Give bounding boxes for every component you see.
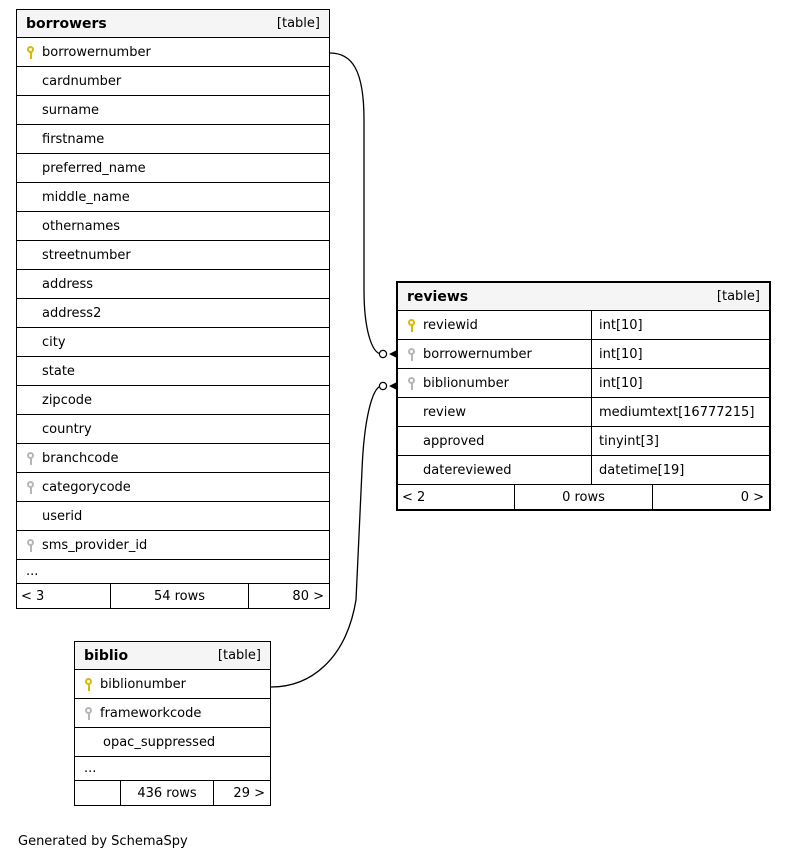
row-count: 0 rows — [514, 485, 653, 509]
column-name: preferred_name — [42, 160, 146, 176]
column-name: borrowernumber — [42, 44, 151, 60]
table-row[interactable] — [17, 212, 329, 241]
foreign-key-icon — [26, 452, 42, 465]
table-biblio[interactable] — [74, 641, 271, 806]
next-tables-link[interactable]: 0 > — [740, 489, 764, 505]
column-name: address2 — [42, 305, 102, 321]
more-columns-indicator: ... — [75, 757, 270, 781]
table-row[interactable] — [17, 125, 329, 154]
table-row[interactable] — [17, 357, 329, 386]
table-row[interactable] — [17, 154, 329, 183]
table-biblio-footer — [75, 781, 270, 805]
table-row[interactable] — [17, 67, 329, 96]
table-borrowers-name: borrowers — [26, 15, 107, 32]
table-reviews-tag: [table] — [716, 289, 760, 304]
table-biblio-header — [75, 642, 270, 670]
row-count: 436 rows — [120, 781, 214, 805]
table-borrowers[interactable] — [16, 9, 330, 609]
column-name: zipcode — [42, 392, 93, 408]
table-row[interactable] — [75, 670, 270, 699]
table-borrowers-footer — [17, 584, 329, 608]
table-row[interactable] — [75, 728, 270, 757]
table-row[interactable] — [17, 415, 329, 444]
foreign-key-icon — [26, 539, 42, 552]
table-row[interactable] — [398, 340, 769, 369]
primary-key-icon — [407, 319, 423, 332]
primary-key-icon — [26, 46, 42, 59]
table-reviews[interactable] — [396, 281, 771, 511]
row-count: 54 rows — [110, 584, 249, 608]
column-name: firstname — [42, 131, 105, 147]
column-name: borrowernumber — [423, 346, 532, 362]
column-name: cardnumber — [42, 73, 122, 89]
column-name: othernames — [42, 218, 121, 234]
table-row[interactable] — [17, 531, 329, 560]
table-reviews-footer — [398, 485, 769, 509]
table-row[interactable] — [17, 241, 329, 270]
prev-tables-link[interactable]: < 3 — [21, 588, 45, 604]
column-name: city — [42, 334, 66, 350]
next-tables-link[interactable]: 80 > — [292, 588, 324, 604]
column-name: frameworkcode — [100, 705, 202, 721]
table-row[interactable] — [17, 299, 329, 328]
column-name: biblionumber — [423, 375, 510, 391]
foreign-key-icon — [407, 348, 423, 361]
primary-key-icon — [84, 678, 100, 691]
prev-tables-link[interactable] — [75, 781, 120, 805]
table-row[interactable] — [17, 473, 329, 502]
column-name: categorycode — [42, 479, 131, 495]
column-name: streetnumber — [42, 247, 131, 263]
column-name: biblionumber — [100, 676, 187, 692]
table-row[interactable] — [17, 96, 329, 125]
column-name: opac_suppressed — [103, 734, 216, 750]
column-name: datereviewed — [423, 462, 512, 478]
column-type: datetime[19] — [591, 456, 769, 484]
column-name: reviewid — [423, 317, 478, 333]
foreign-key-icon — [84, 707, 100, 720]
column-type: int[10] — [591, 369, 769, 397]
column-name: middle_name — [42, 189, 130, 205]
table-row[interactable] — [17, 38, 329, 67]
more-columns-indicator: ... — [17, 560, 329, 584]
table-row[interactable] — [17, 328, 329, 357]
column-name: country — [42, 421, 92, 437]
column-name: review — [423, 404, 466, 420]
column-name: state — [42, 363, 75, 379]
column-name: approved — [423, 433, 485, 449]
column-name: sms_provider_id — [42, 537, 148, 553]
table-row[interactable] — [398, 398, 769, 427]
table-borrowers-header — [17, 10, 329, 38]
table-row[interactable] — [75, 699, 270, 728]
column-type: tinyint[3] — [591, 427, 769, 455]
table-row[interactable] — [17, 502, 329, 531]
table-reviews-header — [398, 283, 769, 311]
column-name: branchcode — [42, 450, 119, 466]
foreign-key-icon — [407, 377, 423, 390]
table-row[interactable] — [17, 386, 329, 415]
table-row[interactable] — [398, 427, 769, 456]
prev-tables-link[interactable]: < 2 — [402, 489, 426, 505]
generated-by-label: Generated by SchemaSpy — [18, 834, 188, 849]
column-type: int[10] — [591, 311, 769, 339]
column-type: mediumtext[16777215] — [591, 398, 769, 426]
table-row[interactable] — [398, 456, 769, 485]
table-biblio-name: biblio — [84, 647, 129, 664]
table-row[interactable] — [17, 444, 329, 473]
column-type: int[10] — [591, 340, 769, 368]
table-borrowers-tag: [table] — [276, 16, 320, 31]
table-row[interactable] — [17, 270, 329, 299]
table-reviews-name: reviews — [407, 288, 469, 305]
table-row[interactable] — [17, 183, 329, 212]
table-row[interactable] — [398, 311, 769, 340]
column-name: address — [42, 276, 94, 292]
table-row[interactable] — [398, 369, 769, 398]
foreign-key-icon — [26, 481, 42, 494]
column-name: surname — [42, 102, 99, 118]
next-tables-link[interactable]: 29 > — [233, 785, 265, 801]
table-biblio-tag: [table] — [217, 648, 261, 663]
column-name: userid — [42, 508, 83, 524]
